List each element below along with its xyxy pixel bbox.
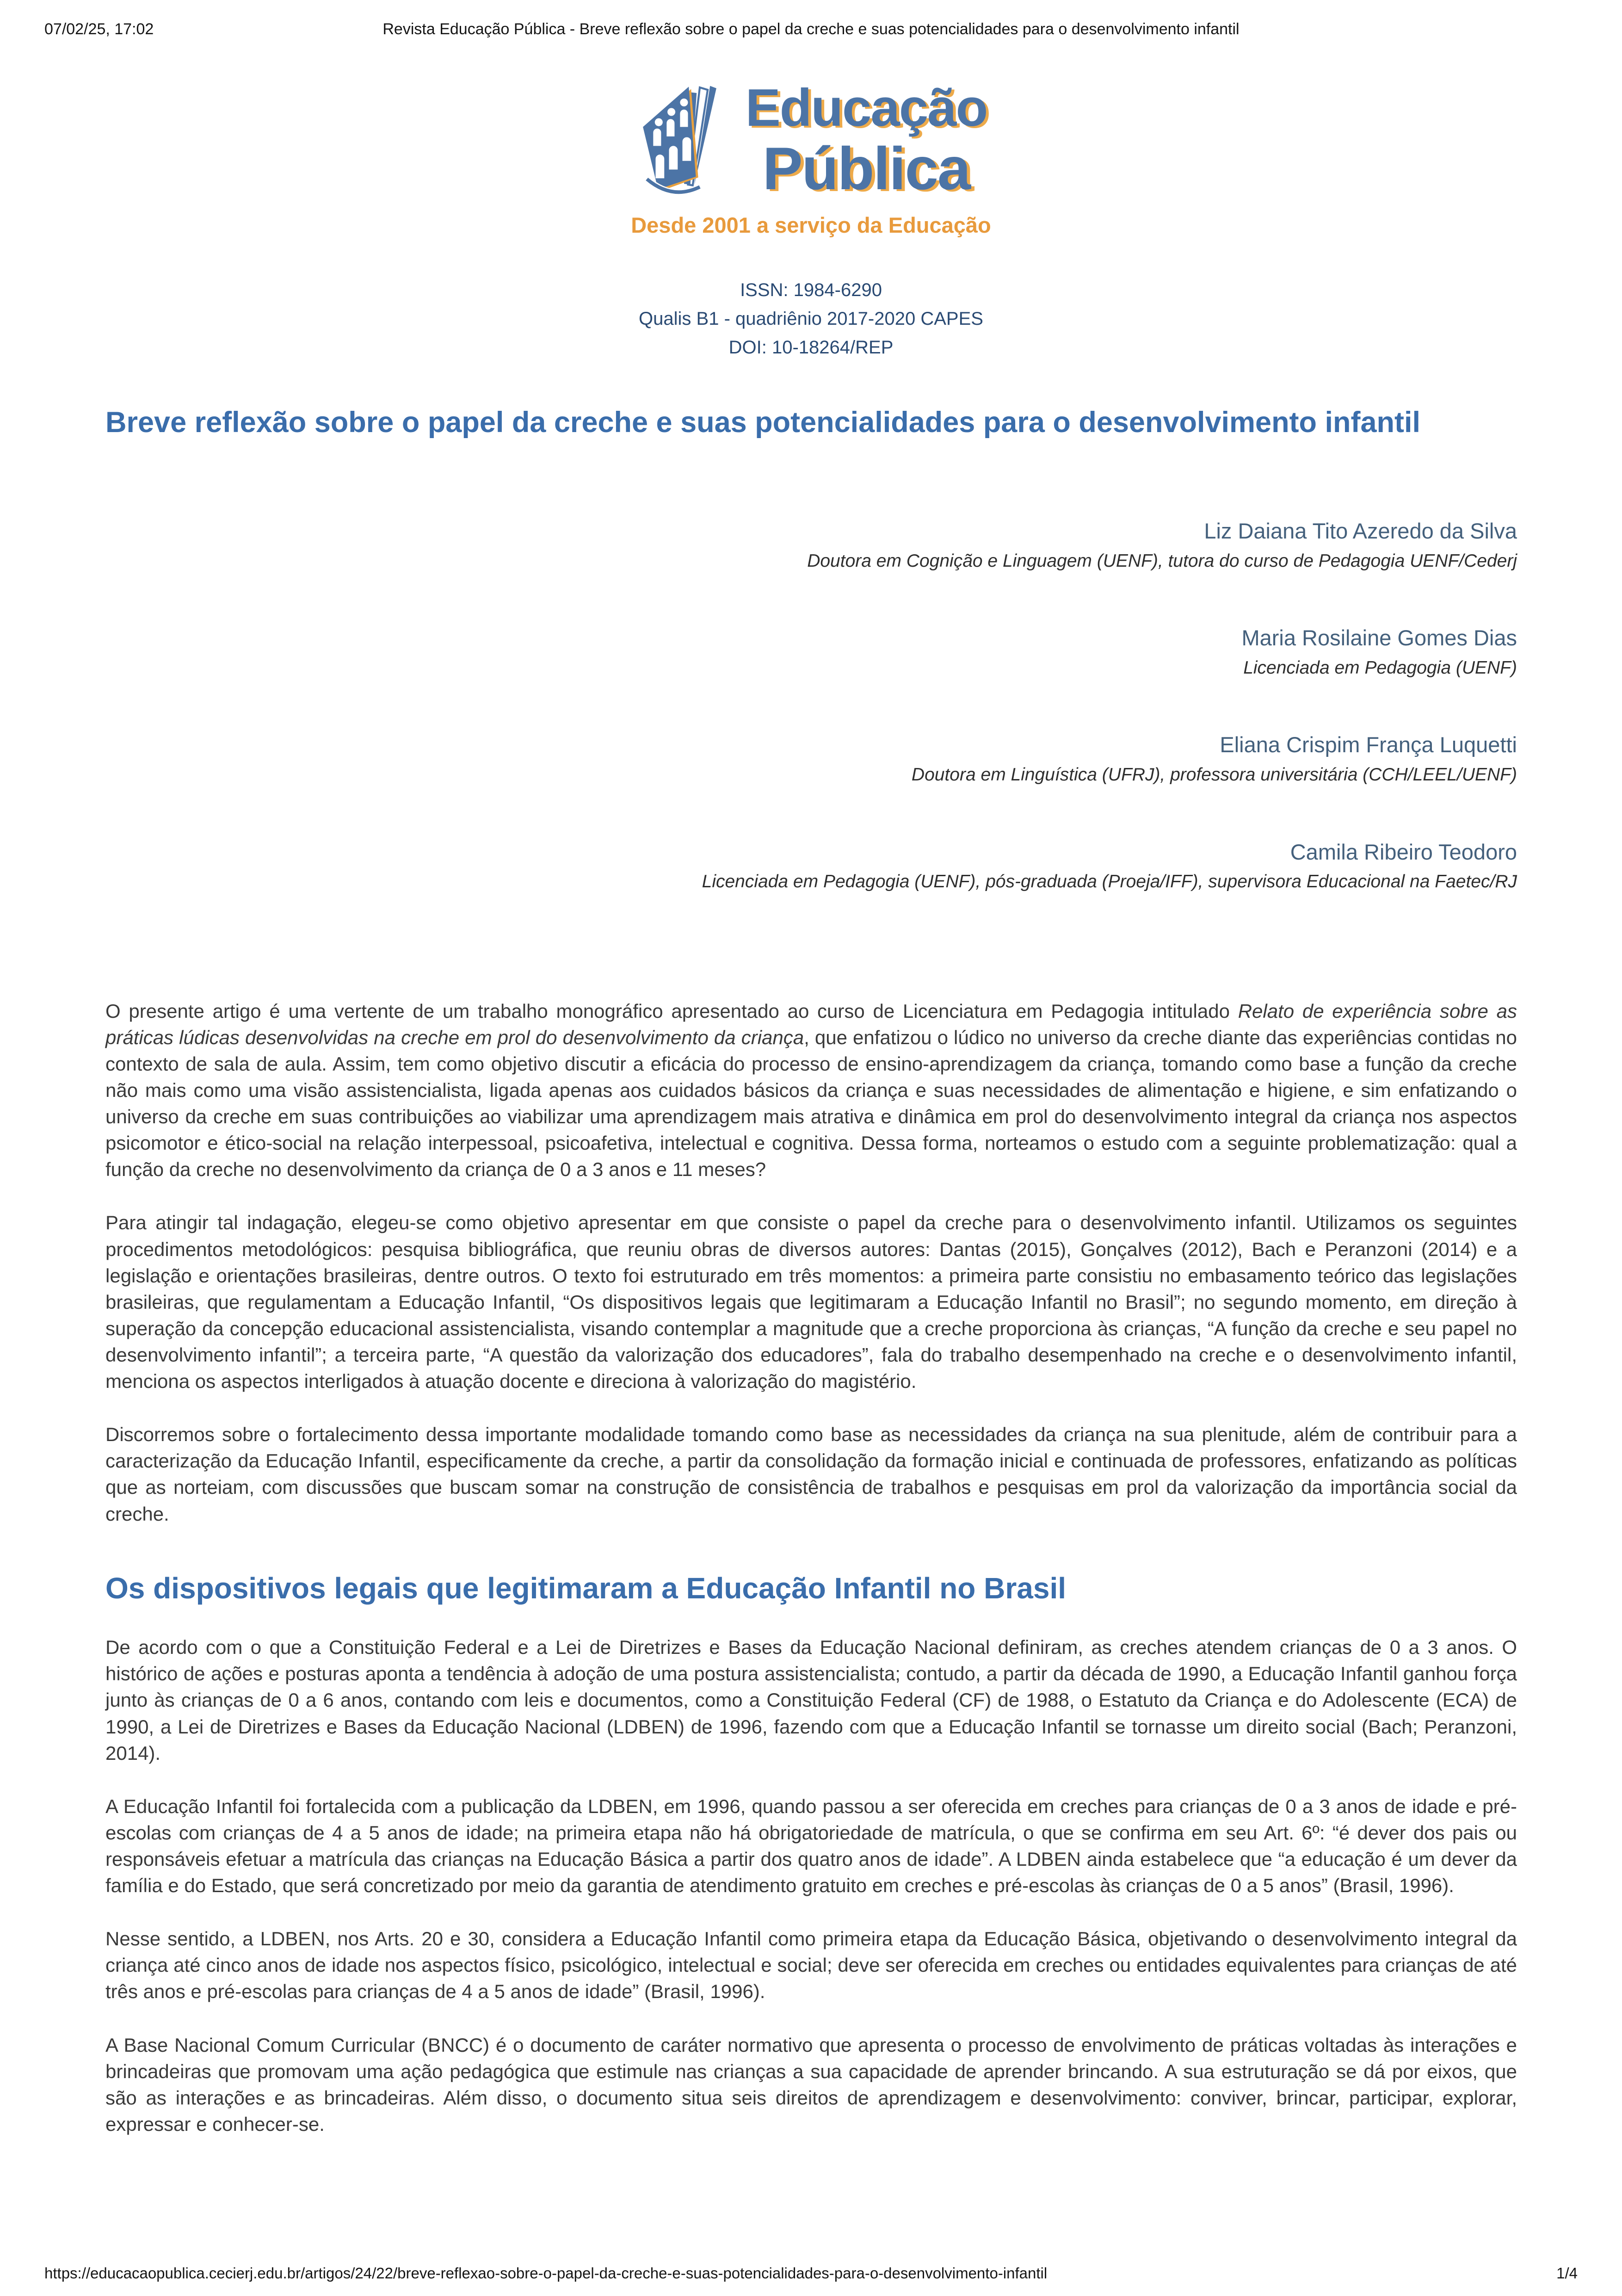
article-paragraph: A Educação Infantil foi fortalecida com a publicação da LDBEN, em 1996, quando passou a ser oferecida em creches para crianças de 0 a 3 anos de idade e pré-escolas com crianças de 4 a 5 anos de idade; na primeira etapa não há obrigatoriedade de matrícula, o que se confirma em seu Art. 6º: “é dever dos pais ou responsáveis efetuar a matrícula das crianças na Educação Básica a partir dos quatro anos de idade”. A LDBEN ainda estabelece que “a educação é um dever da família e do Estado, que será concretizado por meio da garantia de atendimento gratuito em creches e pré-escolas às crianças de 0 a 5 anos” (Brasil, 1996). bbox=[105, 1795, 1517, 1897]
author-name: Camila Ribeiro Teodoro bbox=[1290, 839, 1517, 864]
print-footer-url: https://educacaopublica.cecierj.edu.br/artigos/24/22/breve-reflexao-sobre-o-papel-da-creche-e-suas-potencialidades-para-o-desenvolvimento-infantil bbox=[44, 2265, 1048, 2282]
author-affiliation: Licenciada em Pedagogia (UENF) bbox=[1243, 657, 1517, 678]
print-footer bbox=[44, 2265, 1578, 2282]
article-paragraph: Para atingir tal indagação, elegeu-se como objetivo apresentar em que consiste o papel da creche para o desenvolvimento infantil. Utilizamos os seguintes procedimentos metodológicos: pesquisa bibliográfica, que reuniu obras de diversos autores: Dantas (2015), Gonçalves (2012), Bach e Peranzoni (2014) e a legislação e orientações brasileiras, dentre outros. O texto foi estruturado em três momentos: a primeira parte consistiu no embasamento teórico das legislações brasileiras, que regulamentam a Educação Infantil, “Os dispositivos legais que legitimaram a Educação Infantil no Brasil”; no segundo momento, em direção à superação da concepção educacional assistencialista, visando contemplar a magnitude que a creche proporciona às crianças, “A função da creche e seu papel no desenvolvimento infantil”; a terceira parte, “A questão da valorização dos educadores”, fala do trabalho desempenhado na creche e o desenvolvimento infantil, menciona os aspectos interligados à atuação docente e direciona à valorização do magistério. bbox=[105, 1212, 1517, 1392]
journal-doi: DOI: 10-18264/REP bbox=[728, 337, 894, 358]
article-paragraph: A Base Nacional Comum Curricular (BNCC) é o documento de caráter normativo que apresenta o processo de envolvimento de práticas voltadas às interações e brincadeiras que promovam uma ação pedagógica que estimule nas crianças a sua capacidade de aprender brincando. A sua estruturação se dá por eixos, que são as interações e as brincadeiras. Além disso, o documento situa seis direitos de aprendizagem e desenvolvimento: conviver, brincar, participar, explorar, expressar e conhecer-se. bbox=[105, 2034, 1517, 2135]
article-paragraph: De acordo com o que a Constituição Federal e a Lei de Diretrizes e Bases da Educação Nacional definiram, as creches atendem crianças de 0 a 3 anos. O histórico de ações e posturas aponta a tendência à adoção de uma postura assistencialista; contudo, a partir da década de 1990, a Educação Infantil ganhou força junto às crianças de 0 a 6 anos, contando com leis e documentos, como a Constituição Federal (CF) de 1988, o Estatuto da Criança e do Adolescente (ECA) de 1990, a Lei de Diretrizes e Bases da Educação Nacional (LDBEN) de 1996, fazendo com que a Educação Infantil se tornasse um direito social (Bach; Peranzoni, 2014). bbox=[105, 1636, 1517, 1764]
author-name: Eliana Crispim França Luquetti bbox=[1220, 732, 1517, 757]
print-header-datetime: 07/02/25, 17:02 bbox=[44, 20, 163, 38]
author-name: Maria Rosilaine Gomes Dias bbox=[1241, 625, 1517, 650]
author-block bbox=[105, 732, 1517, 786]
logo-tagline: Desde 2001 a serviço da Educação bbox=[631, 213, 991, 237]
print-footer-page-number: 1/4 bbox=[1556, 2265, 1578, 2282]
arches-book-logo-icon bbox=[635, 80, 730, 200]
journal-issn: ISSN: 1984-6290 bbox=[740, 280, 882, 300]
journal-qualis: Qualis B1 - quadriênio 2017-2020 CAPES bbox=[639, 309, 983, 329]
article-content bbox=[0, 404, 1622, 2137]
journal-info bbox=[0, 276, 1622, 362]
print-header-document-title: Revista Educação Pública - Breve reflexão sobre o papel da creche e suas potencialidades para o desenvolvimento infantil bbox=[382, 20, 1240, 38]
author-affiliation: Doutora em Cognição e Linguagem (UENF), tutora do curso de Pedagogia UENF/Cederj bbox=[807, 551, 1517, 571]
section-heading: Os dispositivos legais que legitimaram a Educação Infantil no Brasil bbox=[105, 1571, 1067, 1605]
author-block bbox=[105, 625, 1517, 679]
article-paragraph: Discorremos sobre o fortalecimento dessa importante modalidade tomando como base as necessidades da criança na sua plenitude, além de contribuir para a caracterização da Educação Infantil, especificamente da creche, a partir da consolidação da formação inicial e continuada de professores, enfatizando as políticas que as norteiam, com discussões que buscam somar na construção de consistência de trabalhos e pesquisas em prol da valorização da importância social da creche. bbox=[105, 1423, 1517, 1525]
author-affiliation: Licenciada em Pedagogia (UENF), pós-graduada (Proeja/IFF), supervisora Educacional na Faetec/RJ bbox=[702, 871, 1517, 891]
author-block bbox=[105, 518, 1517, 572]
author-block bbox=[105, 839, 1517, 893]
print-header bbox=[0, 20, 1622, 42]
journal-logo-wordmark bbox=[745, 78, 987, 202]
authors-list bbox=[105, 518, 1517, 893]
article-paragraph: Nesse sentido, a LDBEN, nos Arts. 20 e 30, considera a Educação Infantil como primeira etapa da Educação Básica, objetivando o desenvolvimento integral da criança até cinco anos de idade nos aspectos físico, psicológico, intelectual e social; deve ser oferecida em creches ou entidades equivalentes para crianças de até três anos e pré-escolas para crianças de 4 a 5 anos de idade” (Brasil, 1996). bbox=[105, 1928, 1517, 2003]
author-affiliation: Doutora em Linguística (UFRJ), professora universitária (CCH/LEEL/UENF) bbox=[911, 764, 1517, 785]
article-paragraph: O presente artigo é uma vertente de um trabalho monográfico apresentado ao curso de Licenciatura em Pedagogia intitulado Relato de experiência sobre as práticas lúdicas desenvolvidas na creche em prol do desenvolvimento da criança, que enfatizou o lúdico no universo da creche diante das experiências contidas no contexto de sala de aula. Assim, tem como objetivo discutir a eficácia do processo de ensino-aprendizagem da criança, tomando como base a função da creche não mais como uma visão assistencialista, ligada apenas aos cuidados básicos da criança e suas necessidades de alimentação e higiene, e sim enfatizando o universo da creche em suas contribuições ao viabilizar uma aprendizagem mais atrativa e dinâmica em prol do desenvolvimento integral da criança nos aspectos psicomotor e ético-social na relação interpessoal, psicoafetiva, intelectual e cognitiva. Dessa forma, norteamos o estudo com a seguinte problematização: qual a função da creche no desenvolvimento da criança de 0 a 3 anos e 11 meses? bbox=[105, 1000, 1517, 1181]
logo-title-line2: Pública bbox=[762, 134, 970, 202]
logo-title-line1: Educação bbox=[745, 78, 987, 137]
article-body bbox=[105, 998, 1517, 2137]
article-title: Breve reflexão sobre o papel da creche e suas potencialidades para o desenvolvimento infantil bbox=[105, 406, 1420, 439]
author-name: Liz Daiana Tito Azeredo da Silva bbox=[1204, 519, 1517, 544]
